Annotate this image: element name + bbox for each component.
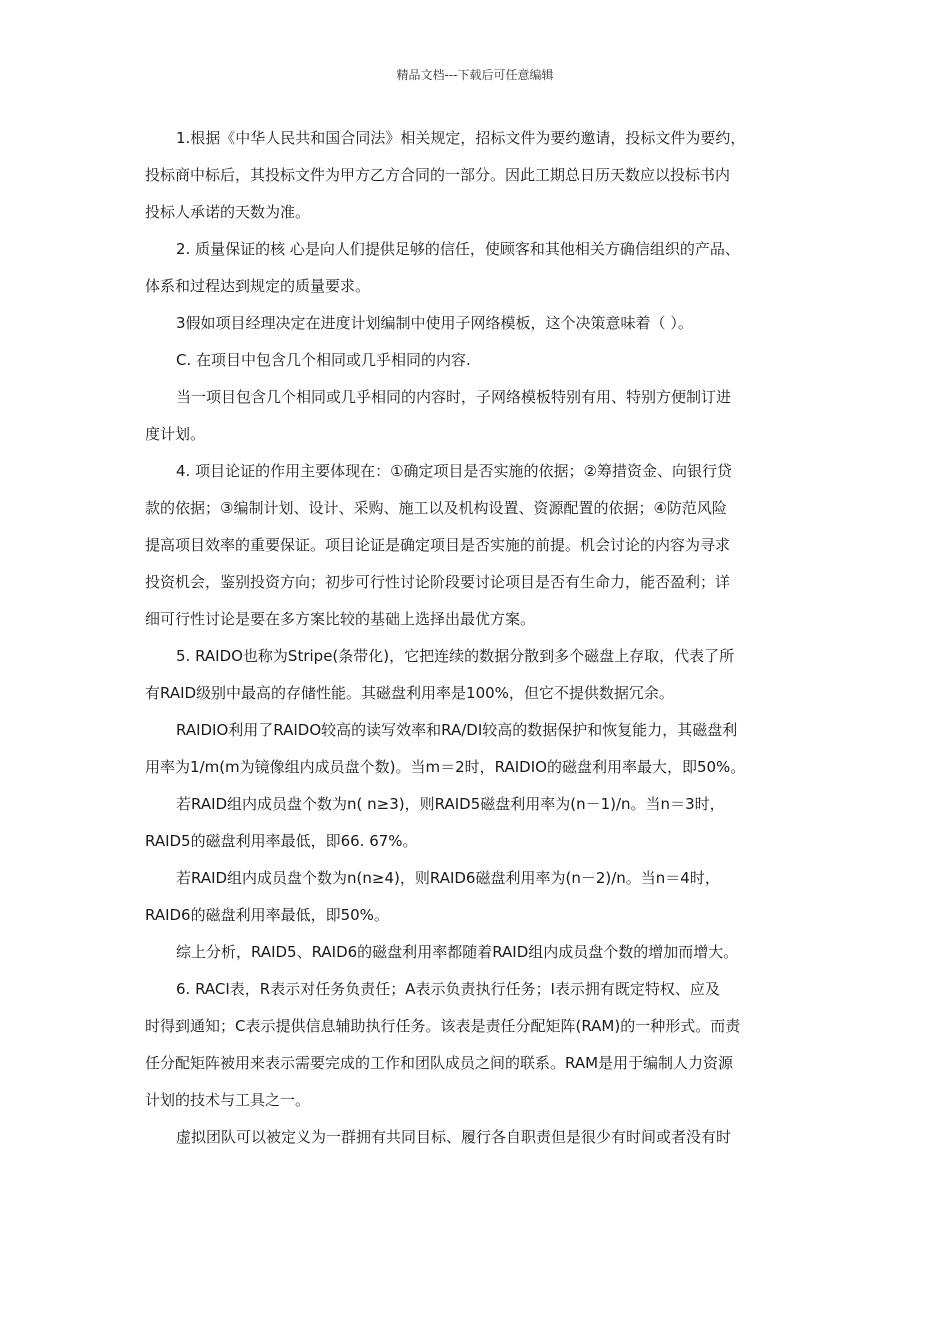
text-line: 当一项目包含几个相同或几乎相同的内容时，子网络模板特别有用、特别方便制订进 <box>176 388 732 406</box>
text-line: 6. RACI表，R表示对任务负责任；A表示负责执行任务；I表示拥有既定特权、应及 <box>176 980 720 998</box>
page-header: 精品文档---下载后可任意编辑 <box>396 68 554 82</box>
text-line: 任分配矩阵被用来表示需要完成的工作和团队成员之间的联系。RAM是用于编制人力资源 <box>145 1054 734 1072</box>
text-line: 1.根据《中华人民共和国合同法》相关规定，招标文件为要约邀请，投标文件为要约， <box>176 129 746 147</box>
text-line: 2. 质量保证的核 心是向人们提供足够的信任，使顾客和其他相关方确信组织的产品、 <box>176 240 740 258</box>
text-line: 综上分析，RAID5、RAID6的磁盘利用率都随着RAID组内成员盘个数的增加而增大。 <box>176 943 739 961</box>
text-line: 时得到通知；C表示提供信息辅助执行任务。该表是责任分配矩阵(RAM)的一种形式。而责 <box>145 1017 741 1035</box>
text-line: 有RAID级别中最高的存储性能。其磁盘利用率是100%，但它不提供数据冗余。 <box>145 684 674 702</box>
text-line: 若RAID组内成员盘个数为n( n≥3)，则RAID5磁盘利用率为(n－1)/n。当n＝3时， <box>176 795 725 813</box>
text-line: 若RAID组内成员盘个数为n(n≥4)，则RAID6磁盘利用率为(n－2)/n。当n＝4时， <box>176 869 720 887</box>
text-line: 5. RAIDO也称为Stripe(条带化)，它把连续的数据分散到多个磁盘上存取，代表了所 <box>176 647 735 665</box>
text-line: 计划的技术与工具之一。 <box>145 1091 311 1109</box>
document-body <box>145 120 815 1156</box>
text-line: 细可行性讨论是要在多方案比较的基础上选择出最优方案。 <box>145 610 536 628</box>
text-line: 度计划。 <box>145 425 206 443</box>
text-line: RAID6的磁盘利用率最低，即50%。 <box>145 906 389 924</box>
text-line: 款的依据；③编制计划、设计、采购、施工以及机构设置、资源配置的依据；④防范风险 <box>145 499 727 517</box>
text-line: 投标人承诺的天数为准。 <box>145 203 311 221</box>
text-line: RAIDIO利用了RAIDO较高的读写效率和RA/DI较高的数据保护和恢复能力，其磁盘利 <box>176 721 738 739</box>
text-line: 虚拟团队可以被定义为一群拥有共同目标、履行各自职责但是很少有时间或者没有时 <box>176 1128 732 1146</box>
text-line: 用率为1/m(m为镜像组内成员盘个数)。当m＝2时，RAIDIO的磁盘利用率最大，即50%。 <box>145 758 746 776</box>
text-line: C. 在项目中包含几个相同或几乎相同的内容. <box>176 351 471 369</box>
text-line: 提高项目效率的重要保证。项目论证是确定项目是否实施的前提。机会讨论的内容为寻求 <box>145 536 731 554</box>
text-line: 3假如项目经理决定在进度计划编制中使用子网络模板，这个决策意味着（ ）。 <box>176 314 693 332</box>
text-line: 体系和过程达到规定的质量要求。 <box>145 277 371 295</box>
text-line: 4. 项目论证的作用主要体现在：①确定项目是否实施的依据；②筹措资金、向银行贷 <box>176 462 732 480</box>
text-line: 投资机会，鉴别投资方向；初步可行性讨论阶段要讨论项目是否有生命力，能否盈利；详 <box>145 573 731 591</box>
text-line: 投标商中标后，其投标文件为甲方乙方合同的一部分。因此工期总日历天数应以投标书内 <box>145 166 731 184</box>
text-line: RAID5的磁盘利用率最低，即66. 67%。 <box>145 832 418 850</box>
